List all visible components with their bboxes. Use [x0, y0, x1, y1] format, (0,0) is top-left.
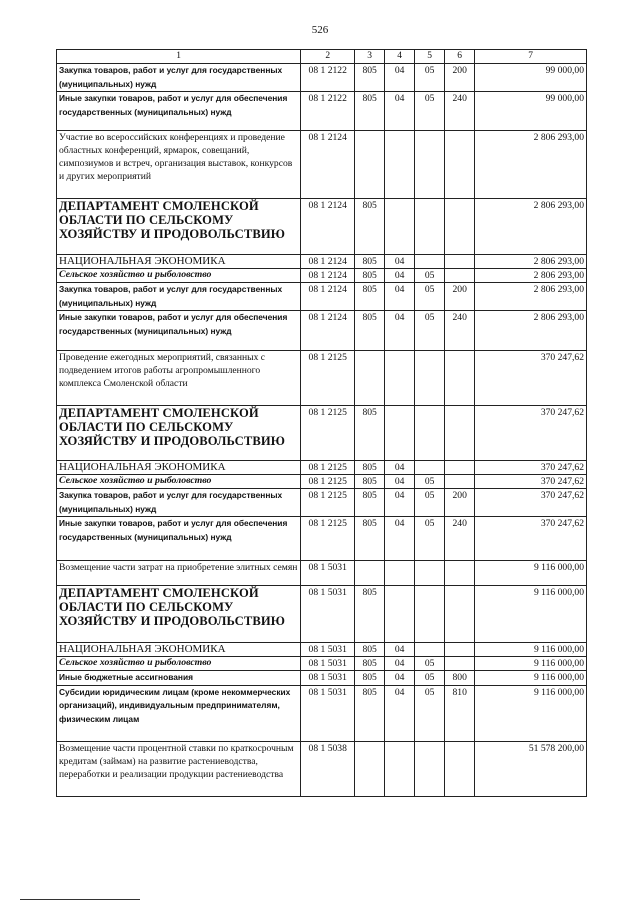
table-header-row: [57, 50, 587, 64]
row-ministry-cell: 805: [355, 489, 385, 517]
row-code-cell: 08 1 5031: [301, 586, 355, 643]
budget-table: [56, 49, 587, 797]
table-row: [57, 255, 587, 269]
table-row: [57, 586, 587, 643]
row-expense-type-cell: 800: [445, 671, 475, 686]
row-code-cell: 08 1 5031: [301, 685, 355, 741]
row-amount-cell: 9 116 000,00: [475, 671, 587, 686]
row-name-cell: ДЕПАРТАМЕНТ СМОЛЕНСКОЙ ОБЛАСТИ ПО СЕЛЬСКОМУ ХОЗЯЙСТВУ И ПРОДОВОЛЬСТВИЮ: [57, 199, 301, 255]
table-row: [57, 311, 587, 351]
row-name-cell: Сельское хозяйство и рыболовство: [57, 269, 301, 283]
header-cell: 2: [301, 50, 355, 64]
row-subsection-cell: 05: [415, 489, 445, 517]
row-code-cell: 08 1 5038: [301, 741, 355, 796]
row-expense-type-cell: 240: [445, 92, 475, 131]
row-subsection-cell: 05: [415, 475, 445, 489]
row-code-cell: 08 1 2125: [301, 489, 355, 517]
row-ministry-cell: 805: [355, 685, 385, 741]
row-section-cell: 04: [385, 475, 415, 489]
table-row: [57, 643, 587, 657]
row-subsection-cell: [415, 351, 445, 406]
header-cell: 7: [475, 50, 587, 64]
row-subsection-cell: [415, 741, 445, 796]
table-row: [57, 283, 587, 311]
row-code-cell: 08 1 5031: [301, 561, 355, 586]
table-row: [57, 561, 587, 586]
row-expense-type-cell: [445, 561, 475, 586]
row-section-cell: 04: [385, 255, 415, 269]
footer-rule: [20, 899, 140, 900]
row-code-cell: 08 1 2124: [301, 269, 355, 283]
table-row: [57, 475, 587, 489]
table-row: [57, 489, 587, 517]
row-expense-type-cell: 200: [445, 283, 475, 311]
row-code-cell: 08 1 5031: [301, 671, 355, 686]
row-subsection-cell: [415, 586, 445, 643]
row-code-cell: 08 1 2125: [301, 351, 355, 406]
row-expense-type-cell: [445, 269, 475, 283]
row-name-cell: Иные закупки товаров, работ и услуг для обеспечения государственных (муниципальных) нужд: [57, 311, 301, 351]
row-ministry-cell: 805: [355, 92, 385, 131]
row-section-cell: 04: [385, 685, 415, 741]
table-row: [57, 657, 587, 671]
row-amount-cell: 2 806 293,00: [475, 255, 587, 269]
row-name-cell: Возмещение части процентной ставки по краткосрочным кредитам (займам) на развитие растениеводства, переработки и реализации продукции растениеводства: [57, 741, 301, 796]
row-subsection-cell: [415, 199, 445, 255]
header-cell: 4: [385, 50, 415, 64]
row-ministry-cell: 805: [355, 283, 385, 311]
table-row: [57, 741, 587, 796]
row-ministry-cell: [355, 351, 385, 406]
row-expense-type-cell: [445, 131, 475, 199]
row-amount-cell: 9 116 000,00: [475, 643, 587, 657]
row-expense-type-cell: 240: [445, 311, 475, 351]
row-section-cell: 04: [385, 283, 415, 311]
row-subsection-cell: 05: [415, 64, 445, 92]
row-subsection-cell: 05: [415, 283, 445, 311]
row-amount-cell: 370 247,62: [475, 517, 587, 561]
row-amount-cell: 2 806 293,00: [475, 199, 587, 255]
table-row: [57, 92, 587, 131]
row-amount-cell: 370 247,62: [475, 489, 587, 517]
row-amount-cell: 9 116 000,00: [475, 685, 587, 741]
row-code-cell: 08 1 2125: [301, 517, 355, 561]
row-ministry-cell: [355, 561, 385, 586]
row-section-cell: 04: [385, 92, 415, 131]
row-expense-type-cell: [445, 586, 475, 643]
row-ministry-cell: 805: [355, 643, 385, 657]
row-ministry-cell: 805: [355, 406, 385, 461]
row-amount-cell: 99 000,00: [475, 92, 587, 131]
header-cell: 1: [57, 50, 301, 64]
table-row: [57, 131, 587, 199]
row-section-cell: 04: [385, 657, 415, 671]
row-code-cell: 08 1 2124: [301, 283, 355, 311]
table-row: [57, 199, 587, 255]
row-expense-type-cell: [445, 657, 475, 671]
row-code-cell: 08 1 2125: [301, 461, 355, 475]
row-subsection-cell: [415, 561, 445, 586]
row-ministry-cell: 805: [355, 64, 385, 92]
row-subsection-cell: [415, 643, 445, 657]
row-code-cell: 08 1 2124: [301, 131, 355, 199]
row-code-cell: 08 1 2124: [301, 199, 355, 255]
row-expense-type-cell: 240: [445, 517, 475, 561]
row-expense-type-cell: 810: [445, 685, 475, 741]
row-name-cell: НАЦИОНАЛЬНАЯ ЭКОНОМИКА: [57, 255, 301, 269]
row-ministry-cell: 805: [355, 199, 385, 255]
row-code-cell: 08 1 2122: [301, 64, 355, 92]
row-amount-cell: 370 247,62: [475, 351, 587, 406]
table-row: [57, 685, 587, 741]
row-amount-cell: 2 806 293,00: [475, 311, 587, 351]
row-expense-type-cell: [445, 741, 475, 796]
row-name-cell: Возмещение части затрат на приобретение элитных семян: [57, 561, 301, 586]
row-name-cell: Субсидии юридическим лицам (кроме некоммерческих организаций), индивидуальным предпринимателям, физическим лицам: [57, 685, 301, 741]
row-expense-type-cell: [445, 461, 475, 475]
table-row: [57, 406, 587, 461]
row-name-cell: Закупка товаров, работ и услуг для государственных (муниципальных) нужд: [57, 64, 301, 92]
row-name-cell: Иные бюджетные ассигнования: [57, 671, 301, 686]
row-section-cell: 04: [385, 517, 415, 561]
row-subsection-cell: [415, 461, 445, 475]
row-name-cell: Иные закупки товаров, работ и услуг для обеспечения государственных (муниципальных) нужд: [57, 517, 301, 561]
row-expense-type-cell: [445, 351, 475, 406]
row-code-cell: 08 1 2125: [301, 406, 355, 461]
row-subsection-cell: 05: [415, 311, 445, 351]
row-ministry-cell: [355, 131, 385, 199]
header-cell: 3: [355, 50, 385, 64]
row-section-cell: [385, 199, 415, 255]
row-section-cell: [385, 406, 415, 461]
row-section-cell: 04: [385, 643, 415, 657]
table-row: [57, 671, 587, 686]
row-section-cell: [385, 741, 415, 796]
row-amount-cell: 9 116 000,00: [475, 586, 587, 643]
row-section-cell: [385, 561, 415, 586]
row-section-cell: 04: [385, 671, 415, 686]
row-code-cell: 08 1 2124: [301, 311, 355, 351]
row-code-cell: 08 1 2125: [301, 475, 355, 489]
row-name-cell: ДЕПАРТАМЕНТ СМОЛЕНСКОЙ ОБЛАСТИ ПО СЕЛЬСКОМУ ХОЗЯЙСТВУ И ПРОДОВОЛЬСТВИЮ: [57, 586, 301, 643]
header-cell: 6: [445, 50, 475, 64]
row-section-cell: 04: [385, 269, 415, 283]
row-amount-cell: 2 806 293,00: [475, 283, 587, 311]
row-section-cell: [385, 586, 415, 643]
row-subsection-cell: 05: [415, 517, 445, 561]
row-ministry-cell: 805: [355, 255, 385, 269]
row-expense-type-cell: [445, 406, 475, 461]
row-expense-type-cell: [445, 199, 475, 255]
row-code-cell: 08 1 2122: [301, 92, 355, 131]
row-ministry-cell: 805: [355, 475, 385, 489]
row-subsection-cell: 05: [415, 269, 445, 283]
row-subsection-cell: [415, 255, 445, 269]
row-amount-cell: 99 000,00: [475, 64, 587, 92]
row-ministry-cell: [355, 741, 385, 796]
row-amount-cell: 2 806 293,00: [475, 131, 587, 199]
row-section-cell: 04: [385, 461, 415, 475]
row-name-cell: Закупка товаров, работ и услуг для государственных (муниципальных) нужд: [57, 283, 301, 311]
row-ministry-cell: 805: [355, 461, 385, 475]
row-amount-cell: 370 247,62: [475, 406, 587, 461]
row-amount-cell: 2 806 293,00: [475, 269, 587, 283]
row-expense-type-cell: [445, 255, 475, 269]
row-subsection-cell: [415, 131, 445, 199]
header-cell: 5: [415, 50, 445, 64]
row-section-cell: [385, 351, 415, 406]
row-subsection-cell: 05: [415, 671, 445, 686]
budget-table-body: [57, 50, 587, 797]
row-name-cell: ДЕПАРТАМЕНТ СМОЛЕНСКОЙ ОБЛАСТИ ПО СЕЛЬСКОМУ ХОЗЯЙСТВУ И ПРОДОВОЛЬСТВИЮ: [57, 406, 301, 461]
row-section-cell: 04: [385, 311, 415, 351]
row-subsection-cell: 05: [415, 657, 445, 671]
row-code-cell: 08 1 2124: [301, 255, 355, 269]
row-name-cell: Иные закупки товаров, работ и услуг для обеспечения государственных (муниципальных) нужд: [57, 92, 301, 131]
row-subsection-cell: [415, 406, 445, 461]
row-name-cell: Участие во всероссийских конференциях и проведение областных конференций, ярмарок, совещаний, симпозиумов и встреч, организация выставок, конкурсов и других мероприятий: [57, 131, 301, 199]
row-name-cell: Сельское хозяйство и рыболовство: [57, 475, 301, 489]
row-ministry-cell: 805: [355, 657, 385, 671]
row-name-cell: НАЦИОНАЛЬНАЯ ЭКОНОМИКА: [57, 643, 301, 657]
row-ministry-cell: 805: [355, 311, 385, 351]
table-row: [57, 517, 587, 561]
table-row: [57, 351, 587, 406]
row-ministry-cell: 805: [355, 269, 385, 283]
row-name-cell: Проведение ежегодных мероприятий, связанных с подведением итогов работы агропромышленного комплекса Смоленской области: [57, 351, 301, 406]
row-ministry-cell: 805: [355, 517, 385, 561]
row-expense-type-cell: [445, 475, 475, 489]
row-name-cell: НАЦИОНАЛЬНАЯ ЭКОНОМИКА: [57, 461, 301, 475]
row-subsection-cell: 05: [415, 92, 445, 131]
row-subsection-cell: 05: [415, 685, 445, 741]
row-name-cell: Закупка товаров, работ и услуг для государственных (муниципальных) нужд: [57, 489, 301, 517]
row-expense-type-cell: 200: [445, 64, 475, 92]
row-amount-cell: 51 578 200,00: [475, 741, 587, 796]
row-amount-cell: 9 116 000,00: [475, 561, 587, 586]
row-ministry-cell: 805: [355, 671, 385, 686]
row-expense-type-cell: 200: [445, 489, 475, 517]
row-amount-cell: 9 116 000,00: [475, 657, 587, 671]
row-section-cell: 04: [385, 64, 415, 92]
row-name-cell: Сельское хозяйство и рыболовство: [57, 657, 301, 671]
row-section-cell: [385, 131, 415, 199]
table-row: [57, 461, 587, 475]
table-row: [57, 64, 587, 92]
page-number: 526: [311, 24, 329, 36]
row-ministry-cell: 805: [355, 586, 385, 643]
row-code-cell: 08 1 5031: [301, 643, 355, 657]
row-section-cell: 04: [385, 489, 415, 517]
row-amount-cell: 370 247,62: [475, 475, 587, 489]
row-code-cell: 08 1 5031: [301, 657, 355, 671]
row-amount-cell: 370 247,62: [475, 461, 587, 475]
row-expense-type-cell: [445, 643, 475, 657]
table-row: [57, 269, 587, 283]
